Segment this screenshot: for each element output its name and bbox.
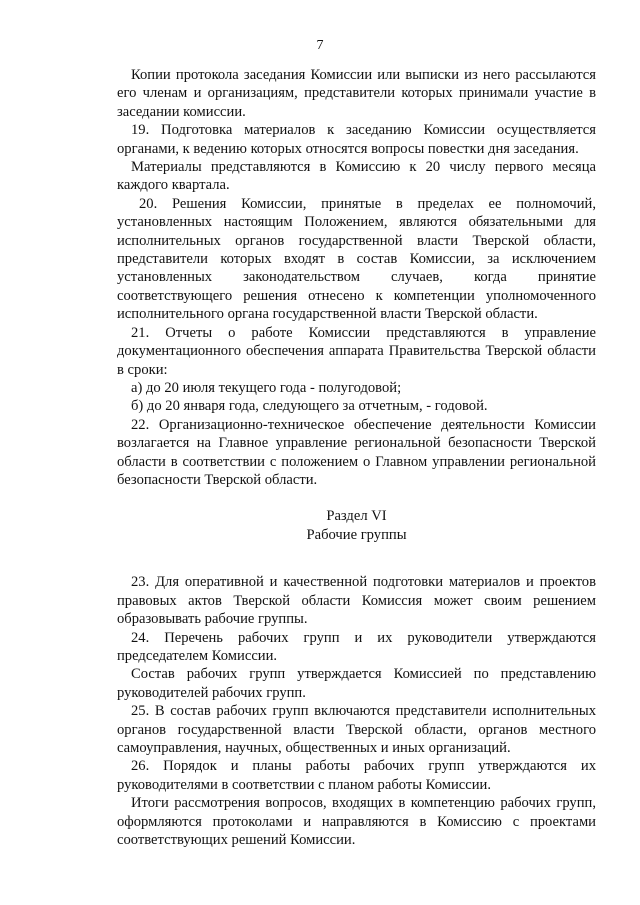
paragraph-protocol-copies: Копии протокола заседания Комиссии или выписки из него рассылаются его членам и организациям, представители которых принимали участие в заседании комиссии.	[117, 67, 596, 120]
section-spacer	[117, 545, 596, 573]
paragraph-materials: Материалы представляются в Комиссию к 20 числу первого месяца каждого квартала.	[117, 159, 596, 194]
paragraph-20: 20. Решения Комиссии, принятые в пределах ее полномочий, установленных настоящим Положением, являются обязательными для исполнительных органов государственной власти Тверской области, представители которых входят в состав Комиссии, за исключением установленных законодательством случаев, когда принятие соответствующего решения отнесено к компетенции уполномоченного исполнительного органа государственной власти Тверской области.	[117, 195, 596, 323]
paragraph-group-composition: Состав рабочих групп утверждается Комиссией по представлению руководителей рабочих групп.	[117, 666, 596, 701]
paragraph-26: 26. Порядок и планы работы рабочих групп утверждаются их руководителями в соответствии с планом работы Комиссии.	[117, 758, 596, 793]
section-heading	[117, 507, 596, 545]
section-title: Раздел VI	[326, 508, 387, 525]
section-subtitle: Рабочие группы	[306, 527, 407, 544]
page-number: 7	[316, 38, 324, 53]
document-body	[117, 66, 596, 849]
paragraph-21: 21. Отчеты о работе Комиссии представляются в управление документационного обеспечения аппарата Правительства Тверской области в сроки:	[117, 324, 596, 378]
paragraph-21-a: а) до 20 июля текущего года - полугодовой;	[131, 379, 402, 396]
paragraph-25: 25. В состав рабочих групп включаются представители исполнительных органов государственной власти Тверской области, органов местного самоуправления, научных, общественных и иных организаций.	[117, 703, 596, 756]
paragraph-23: 23. Для оперативной и качественной подготовки материалов и проектов правовых актов Тверской области Комиссия может своим решением образовывать рабочие группы.	[117, 574, 596, 628]
paragraph-24: 24. Перечень рабочих групп и их руководители утверждаются председателем Комиссии.	[117, 629, 596, 664]
paragraph-results: Итоги рассмотрения вопросов, входящих в компетенцию рабочих групп, оформляются протоколами и направляются в Комиссию с проектами соответствующих решений Комиссии.	[117, 795, 596, 849]
paragraph-19: 19. Подготовка материалов к заседанию Комиссии осуществляется органами, к ведению которых относятся вопросы повестки дня заседания.	[117, 122, 596, 157]
paragraph-22: 22. Организационно-техническое обеспечение деятельности Комиссии возлагается на Главное управление региональной безопасности Тверской области в соответствии с положением о Главном управлении региональной безопасности Тверской области.	[117, 416, 596, 488]
paragraph-21-b: б) до 20 января года, следующего за отчетным, - годовой.	[131, 398, 488, 415]
